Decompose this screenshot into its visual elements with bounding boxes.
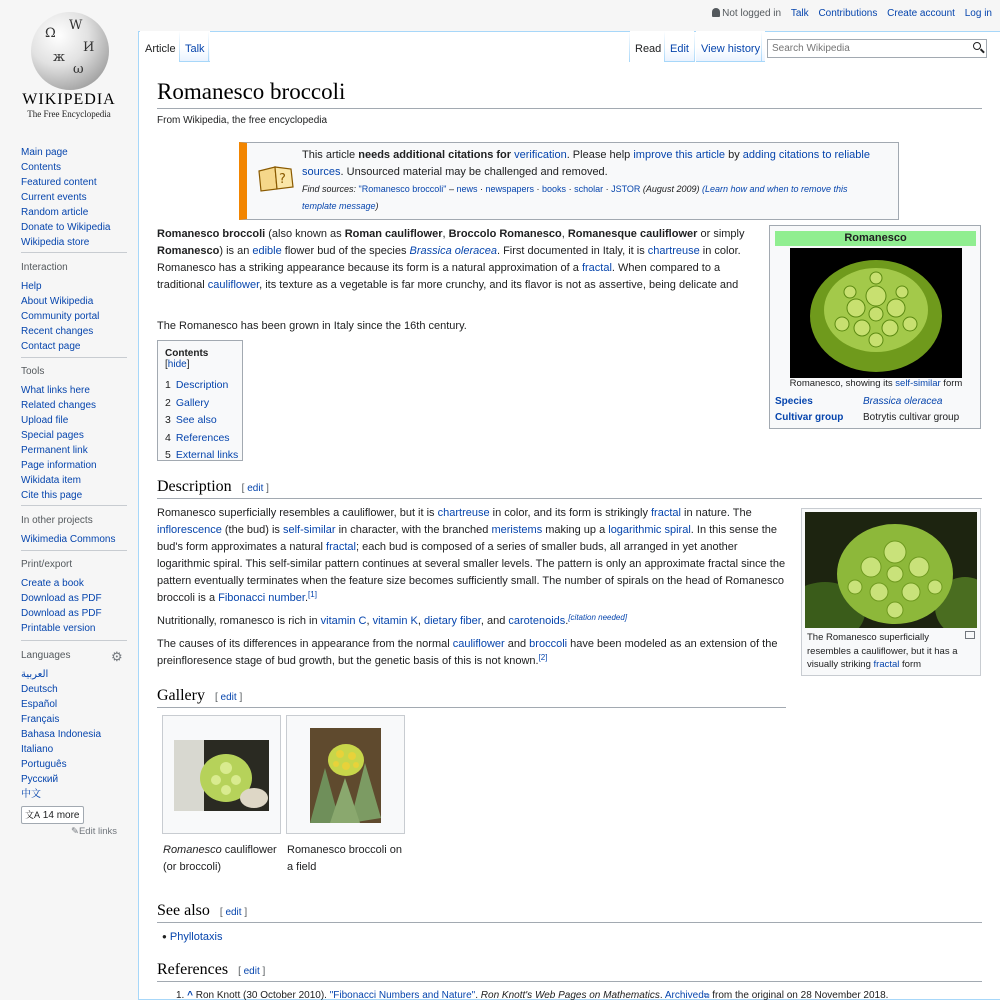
newspapers-link[interactable]: newspapers [485, 184, 535, 194]
more-languages-label: 14 more [42, 810, 80, 821]
see-also-list [162, 928, 222, 946]
description-paragraph [157, 505, 792, 607]
vitamin-k-link[interactable]: vitamin K [372, 615, 418, 627]
term: Romanesque cauliflower [567, 228, 698, 240]
site-subtitle: From Wikipedia, the free encyclopedia [157, 115, 328, 126]
t: a field [287, 861, 317, 873]
toc-number: 1 [165, 379, 171, 391]
inflorescence-link[interactable]: inflorescence [157, 524, 222, 536]
infobox-caption [770, 378, 982, 389]
section-heading-description: Description [ edit ] [157, 478, 982, 499]
sidebar-language-link[interactable]: Español [21, 699, 58, 710]
gallery-image-1[interactable] [174, 740, 269, 811]
t: The Romanesco superficially [807, 632, 929, 643]
sidebar-heading-projects: In other projects [21, 515, 93, 526]
pencil-icon: ✎ [71, 826, 79, 837]
t: in color. [699, 245, 741, 257]
sidebar-print-link[interactable]: Create a book [21, 578, 84, 589]
toc-number: 2 [165, 396, 171, 409]
language-settings-gear-icon[interactable]: ⚙ [111, 649, 123, 664]
description-thumbnail [801, 508, 981, 676]
t: Romanesco [163, 844, 222, 856]
t: in nature. The [680, 507, 752, 519]
sidebar-print-link[interactable]: Printable version [21, 623, 96, 634]
gallery-caption-2 [287, 842, 407, 876]
causes-paragraph [157, 636, 792, 670]
toc-link[interactable]: Description [175, 379, 229, 391]
sidebar-tools-link[interactable]: Wikidata item [21, 475, 82, 486]
phyllotaxis-link[interactable]: Phyllotaxis [169, 931, 223, 943]
fractal-link[interactable]: fractal [651, 507, 681, 519]
archived-link[interactable]: Archived [664, 990, 704, 1000]
cultivar-label-link[interactable]: Cultivar group [775, 412, 844, 423]
t: . In this sense the [690, 524, 777, 536]
t: broccoli is a [157, 592, 219, 604]
brassica-link[interactable]: Brassica oleracea [409, 245, 497, 257]
section-heading-gallery: Gallery [ edit ] [157, 687, 786, 708]
heading-text: Gallery [157, 687, 205, 704]
t: , its texture as a vegetable is far more crunchy, and its flavor is not as assertive, being delicate and [259, 279, 739, 291]
sidebar-tools [21, 366, 136, 503]
wordmark: WIKIPEDIA [22, 91, 116, 108]
sidebar-heading-print: Print/export [21, 559, 73, 570]
search-input[interactable] [767, 39, 987, 58]
toc-link[interactable]: External links [175, 449, 239, 461]
sidebar-interaction [21, 262, 136, 354]
talk-link[interactable]: Talk [790, 8, 809, 19]
t: Romanesco superficially resembles a cauliflower, but it is [157, 507, 438, 519]
tab-read[interactable]: Read [630, 31, 666, 62]
thumbnail-caption [807, 631, 973, 672]
reference-1-link[interactable]: [1] [308, 590, 317, 599]
ref-backlink[interactable]: ^ [187, 990, 193, 1000]
vitamin-c-link[interactable]: vitamin C [320, 615, 367, 627]
t: . First documented in Italy, it is [496, 245, 648, 257]
sidebar-heading-tools: Tools [21, 366, 45, 377]
t: (the bud) is [221, 524, 283, 536]
edit-section-link[interactable]: edit [225, 907, 242, 918]
t: . When compared to a [611, 262, 721, 274]
sidebar-tools-link[interactable]: Special pages [21, 430, 84, 441]
t: visually striking [807, 659, 874, 670]
tab-talk[interactable]: Talk [180, 31, 210, 62]
sidebar-tools-link[interactable]: Permanent link [21, 445, 88, 456]
notice-date: (August 2009) [640, 184, 702, 194]
sidebar-language-link[interactable]: Português [21, 759, 67, 770]
fibonacci-numbers-nature-link[interactable]: "Fibonacci Numbers and Nature" [329, 990, 476, 1000]
t: form [940, 378, 963, 389]
sidebar-projects [21, 515, 136, 547]
intro-paragraph [157, 226, 757, 294]
fractal-link[interactable]: fractal [873, 659, 900, 670]
sidebar-interaction-link[interactable]: About Wikipedia [21, 296, 94, 307]
create-account-link[interactable]: Create account [887, 8, 955, 19]
t: Ron Knott's Web Pages on Mathematics [480, 990, 660, 1000]
t: making up a [542, 524, 609, 536]
find-sources-label: Find sources: [302, 184, 359, 194]
template-message-link[interactable]: template message [302, 201, 376, 211]
sidebar-main-link[interactable]: Contents [21, 162, 62, 173]
t: ) is an [219, 245, 253, 257]
t: The causes of its differences in appearance from the normal [157, 638, 453, 650]
toc-link[interactable]: References [175, 431, 230, 444]
toc-item[interactable] [165, 447, 239, 465]
not-logged-in: Not logged in [722, 8, 782, 19]
section-heading-references: References [ edit ] [157, 961, 982, 982]
reference-1 [176, 987, 888, 1000]
notice-text: . Unsourced material may be challenged and removed. [340, 166, 608, 178]
t: from the original on 28 November 2018. [709, 990, 889, 1000]
term: Roman cauliflower [344, 228, 443, 240]
citation-notice [239, 142, 899, 220]
t: . [565, 615, 569, 627]
sidebar-interaction-link[interactable]: Community portal [21, 311, 100, 322]
romanesco-closeup-image[interactable] [805, 512, 977, 628]
ref-number: 1. [176, 990, 185, 1000]
find-sources-query-link[interactable]: "Romanesco broccoli" [358, 184, 447, 194]
verification-link[interactable]: verification [514, 149, 567, 161]
t: Romanesco, showing its [789, 378, 896, 389]
sidebar-language-link[interactable]: Bahasa Indonesia [21, 729, 102, 740]
notice-text: This article [302, 149, 359, 161]
term: Broccolo Romanesco [448, 228, 562, 240]
t: bud's form approximates a natural [157, 541, 327, 553]
self-similar-link[interactable]: self-similar [895, 378, 941, 389]
t: traditional [157, 279, 208, 291]
t: Romanesco broccoli on [287, 844, 402, 856]
tab-article[interactable]: Article [140, 31, 181, 62]
sidebar-language-link[interactable]: Italiano [21, 744, 54, 755]
gallery-image-2[interactable] [310, 728, 381, 823]
t: have been modeled as an extension of the [567, 638, 778, 650]
sidebar-main-link[interactable]: Featured content [21, 177, 97, 188]
citation-needed-link[interactable]: [citation needed] [568, 613, 628, 622]
heading-text: See also [157, 902, 210, 919]
t: , [366, 615, 373, 627]
t: form [899, 659, 922, 670]
tab-edit[interactable]: Edit [665, 31, 694, 62]
improve-article-link[interactable]: improve this article [633, 149, 726, 161]
news-link[interactable]: news [456, 184, 478, 194]
sidebar-project-link[interactable]: Wikimedia Commons [21, 534, 116, 545]
t: flower bud of the species [281, 245, 410, 257]
toc-number: 4 [165, 431, 171, 444]
t: ; each bud is composed of a series of smaller buds, all arranged in yet another [356, 541, 738, 553]
sidebar-heading-languages: Languages [21, 650, 71, 661]
sidebar-main-link[interactable]: Donate to Wikipedia [21, 222, 111, 233]
t: pattern eventually terminates when the feature size becomes sufficiently small. The number of spirals on the head of Romanesco [157, 575, 784, 587]
notice-bold: needs additional citations for [358, 149, 515, 161]
sidebar-interaction-link[interactable]: Contact page [21, 341, 81, 352]
toc-link[interactable]: See also [175, 414, 217, 426]
toc-link[interactable]: Gallery [175, 396, 210, 409]
carotenoids-link[interactable]: carotenoids [508, 615, 566, 627]
t: cauliflower [221, 844, 277, 856]
toc-number: 3 [165, 414, 171, 426]
sidebar-print-link[interactable]: Download as PDF [21, 608, 102, 619]
cauliflower-link[interactable]: cauliflower [452, 638, 505, 650]
fractal-link[interactable]: fractal [581, 262, 612, 274]
t: preinfloresence stage of bud growth, but the genetic basis of this is not known. [157, 655, 539, 667]
toc-hide-link[interactable]: hide [167, 359, 187, 370]
more-languages-button[interactable] [21, 806, 84, 824]
self-similar-link[interactable]: self-similar [282, 524, 336, 536]
t: . [659, 990, 665, 1000]
edible-link[interactable]: edible [252, 245, 282, 257]
cauliflower-link[interactable]: cauliflower [207, 279, 260, 291]
toc-title: Contents [165, 348, 209, 359]
sep: – [446, 184, 457, 194]
edit-links[interactable] [21, 826, 136, 837]
sidebar-language-link[interactable]: Français [21, 714, 60, 725]
contributions-link[interactable]: Contributions [818, 8, 878, 19]
gallery-item-1 [162, 715, 281, 834]
t: . [475, 990, 481, 1000]
section-heading-see-also: See also [ edit ] [157, 902, 982, 923]
t: and [504, 638, 530, 650]
sep: ) [375, 201, 379, 211]
sidebar-main-link[interactable]: Current events [21, 192, 87, 203]
t: resembles a cauliflower, but it has a [807, 645, 958, 657]
search-button[interactable] [970, 40, 986, 57]
svg-text:?: ? [279, 172, 286, 187]
toc-item[interactable] [165, 395, 235, 413]
species-value-link[interactable]: Brassica oleracea [863, 396, 943, 407]
species-label-link[interactable]: Species [775, 396, 813, 407]
wikipedia-logo[interactable] [0, 0, 138, 130]
edit-section-link[interactable]: edit [247, 483, 264, 494]
toc-item[interactable] [165, 412, 235, 430]
infobox [769, 225, 981, 429]
t: in character, with the branched [335, 524, 492, 536]
jstor-link[interactable]: JSTOR [611, 184, 641, 194]
nutrition-paragraph [157, 613, 627, 630]
intro-paragraph-2: The Romanesco has been grown in Italy since the 16th century. [157, 320, 467, 332]
t: or simply [697, 228, 745, 240]
personal-tools [712, 8, 992, 19]
gallery-caption-1 [163, 842, 283, 876]
find-sources: Find sources: "Romanesco broccoli" – news · newspapers · books · scholar · JSTOR (August 2009) (Learn how and when to remove this template message) [302, 184, 848, 211]
edit-section-link[interactable]: edit [243, 966, 260, 977]
term: Romanesco broccoli [157, 228, 266, 240]
sidebar-heading-interaction: Interaction [21, 262, 68, 273]
sidebar-interaction-link[interactable]: Help [21, 281, 42, 292]
adding-citations-link[interactable]: adding citations to reliable [742, 149, 870, 161]
sidebar-tools-link[interactable]: Cite this page [21, 490, 83, 501]
edit-links-label: Edit links [78, 826, 117, 837]
sidebar-main-link[interactable]: Main page [21, 147, 68, 158]
sidebar-main-link[interactable]: Wikipedia store [21, 237, 90, 248]
t: . [304, 592, 309, 604]
sources-link[interactable]: sources [302, 166, 341, 178]
books-link[interactable]: books [542, 184, 567, 194]
sidebar-language-link[interactable]: 中文 [21, 789, 41, 800]
edit-section-link[interactable]: edit [220, 692, 237, 703]
gallery-item-2 [286, 715, 405, 834]
t: , [442, 228, 449, 240]
t: Romanesco has a striking appearance because its form is a natural approximation of a [157, 262, 582, 274]
sidebar-language-link[interactable]: Русский [21, 774, 59, 785]
sidebar-tools-link[interactable]: Related changes [21, 400, 97, 411]
log-in-link[interactable]: Log in [964, 8, 992, 19]
t: logarithmic spiral. This self-similar pattern continues at several smaller levels. The pattern is only an approximate fractal since the [157, 558, 786, 570]
broccoli-link[interactable]: broccoli [529, 638, 568, 650]
toc-number: 5 [165, 449, 171, 461]
term: Romanesco [157, 245, 220, 257]
infobox-title: Romanesco [775, 231, 976, 246]
cultivar-value: Botrytis cultivar group [863, 412, 960, 423]
fractal-link[interactable]: fractal [326, 541, 356, 553]
notice-text: . Please help [566, 149, 634, 161]
sidebar-main-nav [21, 145, 136, 250]
t: , [561, 228, 568, 240]
logo-tagline: The Free Encyclopedia [27, 109, 111, 119]
t: , [417, 615, 424, 627]
chartreuse-link[interactable]: chartreuse [437, 507, 490, 519]
t: Nutritionally, romanesco is rich in [157, 615, 321, 627]
logarithmic-spiral-link[interactable]: logarithmic spiral [608, 524, 691, 536]
globe-icon: Ω W И ж ω [31, 12, 109, 90]
scholar-link[interactable]: scholar [574, 184, 604, 194]
page-title: Romanesco broccoli [157, 79, 982, 109]
t: (also known as [265, 228, 345, 240]
table-of-contents: Contents [hide] 1 Description 2 Gallery 3 See also 4 References 5 External links [157, 340, 243, 461]
toc-item[interactable] [165, 430, 235, 448]
fibonacci-link[interactable]: Fibonacci number [218, 592, 305, 604]
learn-remove-link[interactable]: (Learn how and when to remove this [701, 184, 848, 194]
sidebar-tools-link[interactable]: Page information [21, 460, 97, 471]
sidebar-main-link[interactable]: Random article [21, 207, 89, 218]
t: (or broccoli) [163, 861, 222, 873]
romanesco-image[interactable] [790, 248, 962, 378]
sidebar-language-link[interactable]: Deutsch [21, 684, 58, 695]
translate-icon: 文A [25, 810, 41, 820]
user-icon [712, 8, 720, 17]
sidebar-interaction-link[interactable]: Recent changes [21, 326, 94, 337]
notice-text: by [725, 149, 743, 161]
chartreuse-link[interactable]: chartreuse [647, 245, 700, 257]
heading-text: References [157, 961, 229, 978]
t: Ron Knott (30 October 2010). [192, 990, 330, 1000]
bullet: ● [162, 932, 167, 941]
sidebar-print [21, 559, 136, 636]
sidebar-print-link[interactable]: Download as PDF [21, 593, 102, 604]
sidebar-tools-link[interactable]: What links here [21, 385, 90, 396]
t: , and [480, 615, 509, 627]
meristems-link[interactable]: meristems [491, 524, 543, 536]
sidebar-language-link[interactable]: العربية [21, 669, 49, 680]
heading-text: Description [157, 478, 232, 495]
dietary-fiber-link[interactable]: dietary fiber [423, 615, 481, 627]
tab-view-history[interactable]: View history [696, 31, 765, 62]
t: in color, and its form is strikingly [489, 507, 651, 519]
reference-2-link[interactable]: [2] [538, 653, 548, 662]
sidebar-tools-link[interactable]: Upload file [21, 415, 69, 426]
toc-item[interactable] [165, 377, 235, 395]
book-question-icon [257, 163, 295, 193]
external-link-icon: ⧉ [703, 991, 710, 1000]
sidebar-languages [21, 650, 136, 837]
